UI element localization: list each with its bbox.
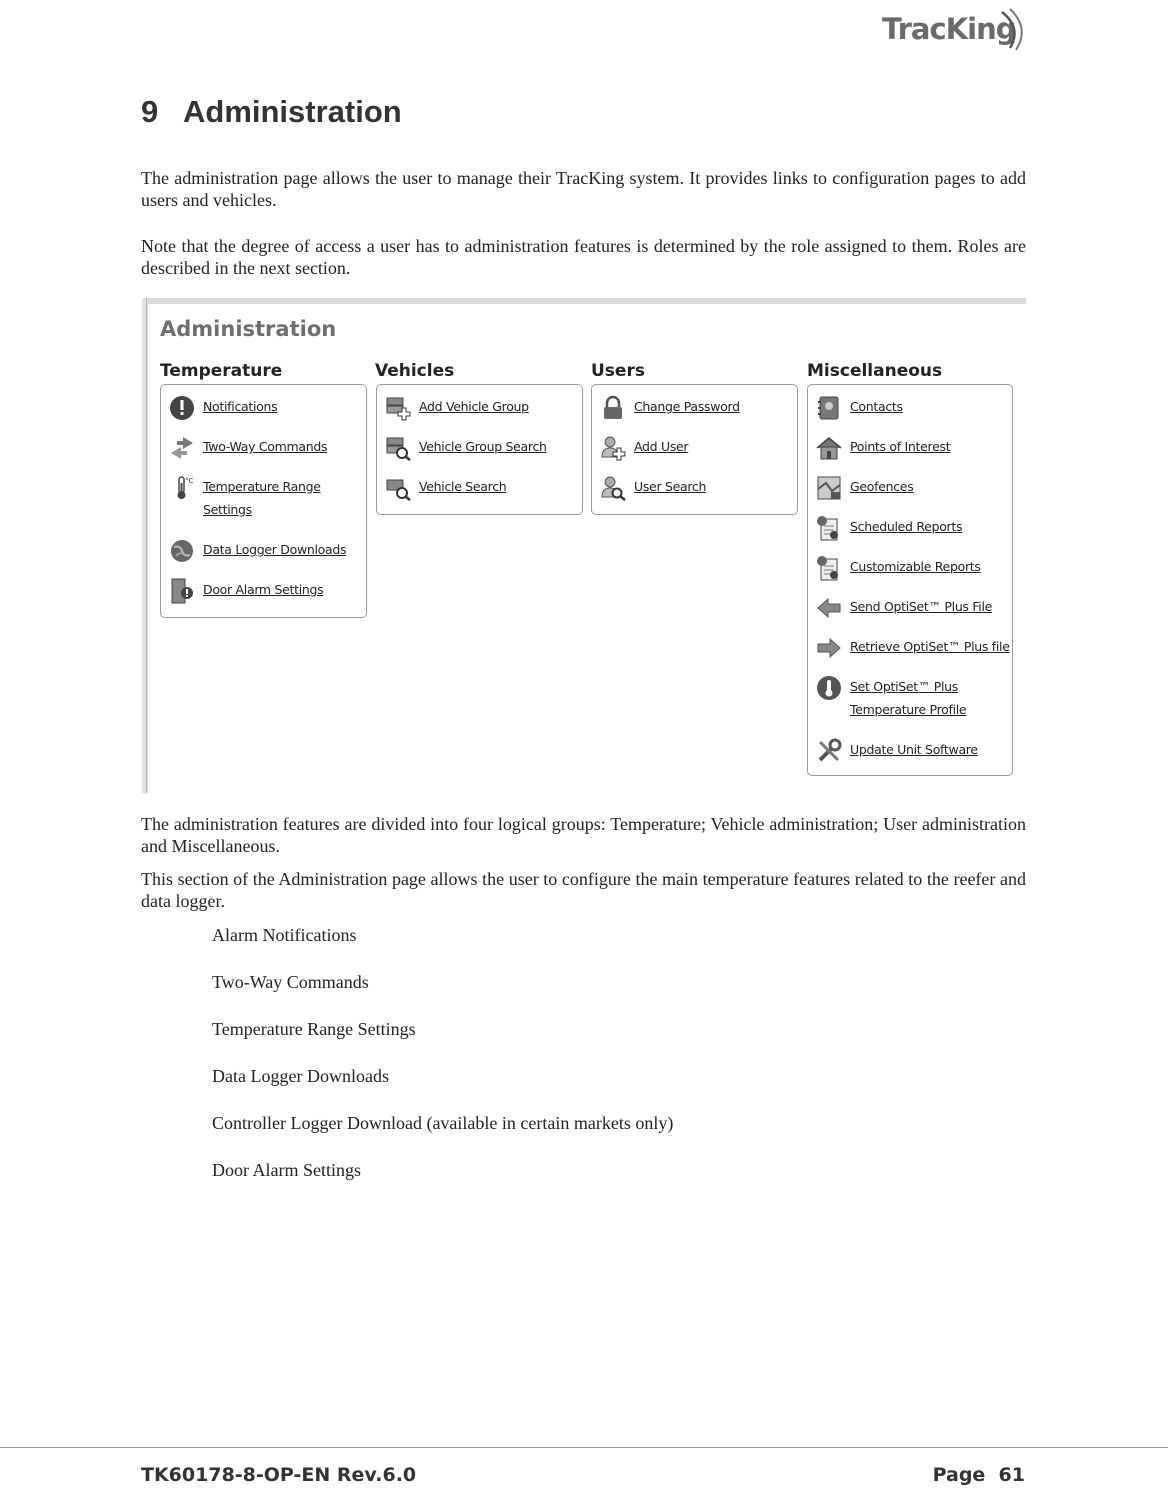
intro-paragraph: The administration page allows the user to manage their TracKing system. It provides links to configuration pages to add users and vehicles. [141,168,1026,210]
temperature-group-title: Temperature [160,361,283,381]
add-user-label: Add User [634,439,689,454]
tracking-logo [882,6,1028,52]
temperature-range-settings-label: Temperature Range Settings [203,479,321,517]
footer-page [933,1464,1025,1486]
bullet-item: Temperature Range Settings [212,1019,416,1039]
house-icon [816,435,842,461]
add-vehicle-group-label: Add Vehicle Group [419,399,529,414]
contacts-link[interactable] [816,395,903,421]
notifications-link[interactable] [169,395,277,421]
note-paragraph: Note that the degree of access a user has to administration features is determined by the role assigned to them. Roles are described in the next section. [141,236,1026,278]
miscellaneous-group-title: Miscellaneous [807,361,943,381]
points-of-interest-label: Points of Interest [850,439,951,454]
door-alarm-settings-label: Door Alarm Settings [203,582,324,597]
footer-page-number: 61 [998,1464,1025,1486]
contacts-book-icon [816,395,842,421]
set-optiset-temperature-profile-label: Set OptiSet™ Plus Temperature Profile [850,679,967,717]
bullet-item: Data Logger Downloads [212,1066,389,1086]
customizable-reports-link[interactable] [816,555,981,581]
add-vehicle-group-icon [385,395,411,421]
section-heading [141,94,402,130]
screenshot-left-divider [146,298,147,793]
vehicle-group-search-link[interactable] [385,435,547,461]
vehicle-search-label: Vehicle Search [419,479,507,494]
screenshot-left-bar [142,298,148,793]
vehicle-group-search-icon [385,435,411,461]
alert-icon [169,395,195,421]
arrow-right-icon [816,635,842,661]
customizable-reports-label: Customizable Reports [850,559,981,574]
user-search-label: User Search [634,479,707,494]
vehicle-search-icon [385,475,411,501]
door-alarm-settings-link[interactable] [169,578,323,604]
customizable-report-icon [816,555,842,581]
thermometer-icon [169,475,195,501]
data-logger-downloads-link[interactable] [169,538,346,564]
bullet-item: Two-Way Commands [212,972,369,992]
geofences-label: Geofences [850,479,914,494]
temperature-panel [160,384,367,618]
notifications-label: Notifications [203,399,278,414]
change-password-label: Change Password [634,399,740,414]
add-user-icon [600,435,626,461]
scheduled-report-icon [816,515,842,541]
bullet-item: Controller Logger Download (available in certain markets only) [212,1113,674,1133]
user-search-link[interactable] [600,475,706,501]
contacts-label: Contacts [850,399,903,414]
retrieve-optiset-file-link[interactable] [816,635,1010,661]
lock-icon [600,395,626,421]
footer-page-label: Page [932,1464,986,1486]
temperature-profile-icon [816,675,842,701]
temperature-range-settings-link[interactable] [169,475,333,521]
scheduled-reports-link[interactable] [816,515,962,541]
bullet-item: Door Alarm Settings [212,1160,361,1180]
geofence-map-icon [816,475,842,501]
retrieve-optiset-file-label: Retrieve OptiSet™ Plus file [850,639,1010,654]
geofences-link[interactable] [816,475,913,501]
arrow-left-icon [816,595,842,621]
update-unit-software-link[interactable] [816,738,978,764]
change-password-link[interactable] [600,395,740,421]
send-optiset-file-label: Send OptiSet™ Plus File [850,599,993,614]
screenshot-top-bar [142,298,1026,304]
data-logger-downloads-label: Data Logger Downloads [203,542,347,557]
two-way-commands-link[interactable] [169,435,327,461]
two-way-arrows-icon [169,435,195,461]
groups-paragraph: The administration features are divided into four logical groups: Temperature; Vehicle administration; User administration and Miscellaneous. [141,814,1026,856]
miscellaneous-panel [807,384,1013,776]
points-of-interest-link[interactable] [816,435,950,461]
globe-icon [169,538,195,564]
vehicle-group-search-label: Vehicle Group Search [419,439,547,454]
section-number: 9 [141,94,159,129]
admin-page-title: Administration [160,317,337,341]
door-alarm-icon [169,578,195,604]
tools-icon [816,738,842,764]
bullet-item: Alarm Notifications [212,925,357,945]
add-user-link[interactable] [600,435,688,461]
users-group-title: Users [591,361,645,381]
svg-text:°C: °C [185,477,194,485]
users-panel [591,384,798,515]
set-optiset-temperature-profile-link[interactable] [816,675,980,721]
footer-doc-id: TK60178-8-OP-EN Rev.6.0 [141,1464,417,1486]
update-unit-software-label: Update Unit Software [850,742,978,757]
send-optiset-file-link[interactable] [816,595,992,621]
vehicles-panel [376,384,583,515]
add-vehicle-group-link[interactable] [385,395,529,421]
administration-screenshot [142,298,1026,793]
vehicles-group-title: Vehicles [375,361,455,381]
section-paragraph: This section of the Administration page allows the user to configure the main temperature features related to the reefer and data logger. [141,869,1026,911]
section-title: Administration [183,94,402,129]
vehicle-search-link[interactable] [385,475,506,501]
logo-text: TracKing [882,12,1016,46]
scheduled-reports-label: Scheduled Reports [850,519,963,534]
footer-divider [0,1447,1168,1448]
user-search-icon [600,475,626,501]
logo-swoosh-icon [882,6,1028,52]
two-way-commands-label: Two-Way Commands [203,439,328,454]
